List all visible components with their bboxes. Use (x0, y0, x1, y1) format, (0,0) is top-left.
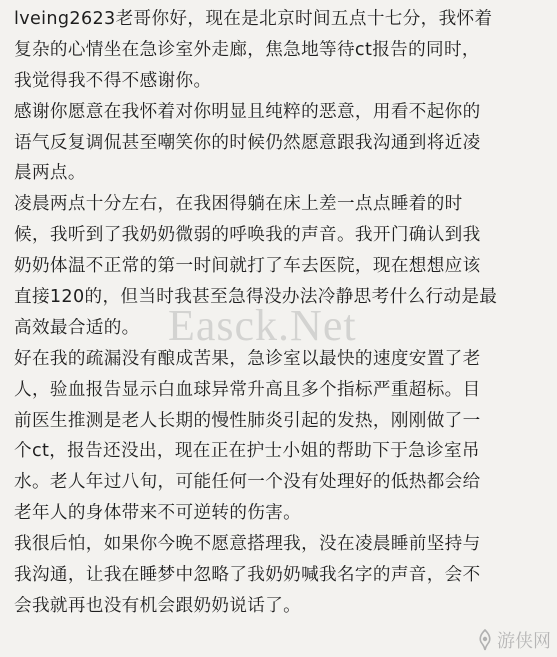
text-line: 复杂的心情坐在急诊室外走廊，焦急地等待ct报告的同时， (14, 39, 480, 60)
text-line: 奶奶体温不正常的第一时间就打了车去医院，现在想想应该 (14, 256, 481, 277)
text-line: 直接120的，但当时我甚至急得没办法冷静思考什么行动是最 (14, 287, 498, 308)
paragraph-1 (14, 4, 549, 97)
text-line: 会我就再也没有机会跟奶奶说话了。 (14, 595, 302, 616)
text-line: 前医生推测是老人长期的慢性肺炎引起的发热，刚刚做了一 (14, 410, 481, 431)
text-line: lveing2623老哥你好，现在是北京时间五点十七分，我怀着 (14, 9, 493, 29)
text-line: 我很后怕，如果你今晚不愿意搭理我，没在凌晨睡前坚持与 (14, 534, 481, 555)
paragraph-2 (14, 97, 549, 190)
text-line: 我沟通，让我在睡梦中忽略了我奶奶喊我名字的声音，会不 (14, 565, 481, 586)
text-line: 个ct，报告还没出，现在正在护士小姐的帮助下于急诊室吊 (14, 441, 480, 462)
text-line: 高效最合适的。 (14, 317, 140, 338)
text-line: 人，验血报告显示白血球异常升高且多个指标严重超标。目 (14, 379, 481, 400)
text-line: 我觉得我不得不感谢你。 (14, 70, 212, 91)
text-line: 语气反复调侃甚至嘲笑你的时候仍然愿意跟我沟通到将近凌 (14, 132, 481, 153)
text-line: 感谢你愿意在我怀着对你明显且纯粹的恶意，用看不起你的 (14, 101, 481, 122)
paragraph-5 (14, 529, 549, 622)
watermark-text: Easck.Net (168, 301, 357, 350)
text-line: 水。老人年过八旬，可能任何一个没有处理好的低热都会给 (14, 472, 481, 493)
logo-text: 游侠网 (497, 631, 551, 652)
paragraph-4 (14, 344, 549, 529)
text-line: 凌晨两点十分左右，在我困得躺在床上差一点点睡着的时 (14, 194, 463, 215)
text-line: 候，我听到了我奶奶微弱的呼唤我的声音。我开门确认到我 (14, 225, 481, 246)
text-line: 好在我的疏漏没有酿成苦果，急诊室以最快的速度安置了老 (14, 348, 481, 369)
text-line: 老年人的身体带来不可逆转的伤害。 (14, 503, 302, 524)
paragraph-3 (14, 189, 549, 343)
text-line: 晨两点。 (14, 163, 86, 184)
